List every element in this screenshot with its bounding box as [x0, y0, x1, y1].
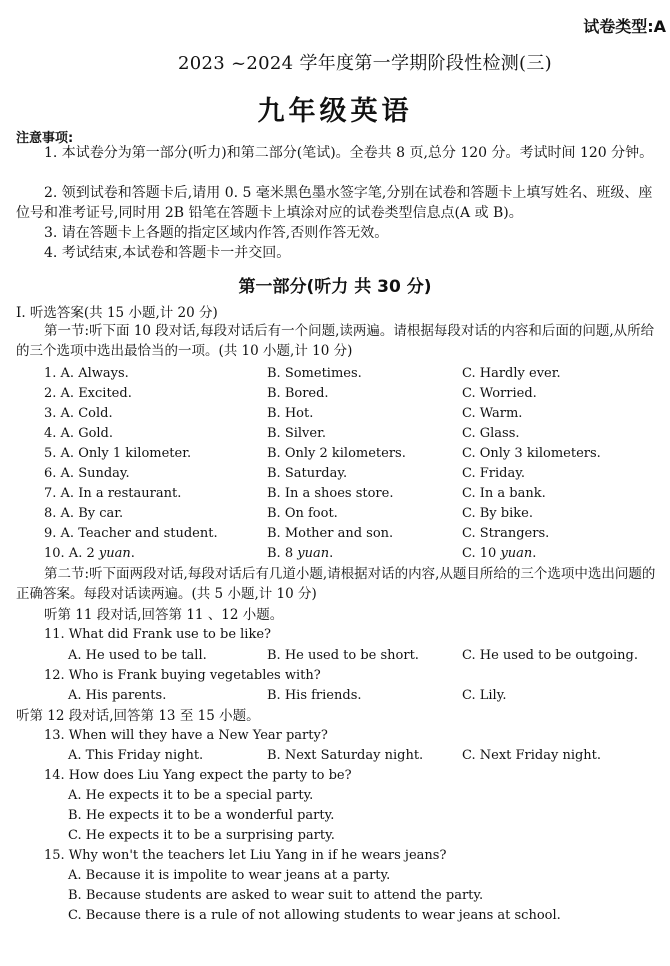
- option-c: C. Warm.: [462, 406, 523, 421]
- option-text: .: [532, 546, 537, 561]
- option-c: C. In a bank.: [462, 486, 546, 501]
- option-c: C. Only 3 kilometers.: [462, 446, 601, 461]
- section-heading: Ⅰ. 听选答案(共 15 小题,计 20 分): [16, 305, 218, 321]
- option-a: 3. A. Cold.: [44, 406, 113, 421]
- option-b: B. He used to be short.: [267, 648, 419, 663]
- section1-intro: 第一节:听下面 10 段对话,每段对话后有一个问题,读两遍。请根据每段对话的内容和后面的问题,从所给的三个选项中选出最恰当的一项。(共 10 小题,计 10 分): [16, 323, 655, 359]
- option-b: B. Mother and son.: [267, 526, 394, 541]
- option-text: 10. A. 2: [44, 546, 99, 561]
- notice-item: 4. 考试结束,本试卷和答题卡一并交回。: [44, 245, 291, 261]
- option-b: B. Because students are asked to wear suit to attend the party.: [68, 888, 484, 903]
- paper-type-label: 试卷类型:A: [583, 17, 666, 36]
- option-a: A. This Friday night.: [68, 748, 204, 763]
- option-a: 9. A. Teacher and student.: [44, 526, 218, 541]
- option-c: [462, 544, 536, 564]
- option-a: [44, 544, 135, 564]
- option-b: B. Bored.: [267, 386, 329, 401]
- option-b: B. He expects it to be a wonderful party.: [68, 808, 335, 823]
- option-c: C. Strangers.: [462, 526, 550, 541]
- section2-intro: 第二节:听下面两段对话,每段对话后有几道小题,请根据对话的内容,从题目所给的三个选项中选出问题的正确答案。每段对话读两遍。(共 5 小题,计 10 分): [16, 566, 656, 602]
- option-a: 4. A. Gold.: [44, 426, 114, 441]
- option-c: C. He used to be outgoing.: [462, 648, 638, 663]
- currency-unit: yuan: [98, 546, 131, 561]
- option-b: B. His friends.: [267, 688, 362, 703]
- notice-item: 2. 领到试卷和答题卡后,请用 0. 5 毫米黑色墨水签字笔,分别在试卷和答题卡上填写姓名、班级、座位号和准考证号,同时用 2B 铅笔在答题卡上填涂对应的试卷类型信息点(A 或 B)。: [16, 185, 653, 221]
- option-text: B. 8: [267, 546, 298, 561]
- option-a: 2. A. Excited.: [44, 386, 132, 401]
- currency-unit: yuan: [500, 546, 533, 561]
- option-c: C. Lily.: [462, 688, 507, 703]
- question-stem: 14. How does Liu Yang expect the party to be?: [44, 768, 352, 783]
- option-c: C. Glass.: [462, 426, 520, 441]
- dialogue-note: 听第 12 段对话,回答第 13 至 15 小题。: [16, 708, 260, 724]
- question-stem: 11. What did Frank use to be like?: [44, 627, 272, 642]
- question-stem: 15. Why won't the teachers let Liu Yang in if he wears jeans?: [44, 848, 447, 863]
- part-title: 第一部分(听力 共 30 分): [238, 277, 432, 297]
- option-b: B. Next Saturday night.: [267, 748, 424, 763]
- option-c: C. Worried.: [462, 386, 537, 401]
- term-title: 2023 ~2024 学年度第一学期阶段性检测(三): [178, 53, 552, 74]
- option-a: 1. A. Always.: [44, 366, 129, 381]
- option-a: 6. A. Sunday.: [44, 466, 130, 481]
- option-text: C. 10: [462, 546, 501, 561]
- option-b: [267, 544, 333, 564]
- option-a: 8. A. By car.: [44, 506, 124, 521]
- notice-heading: 注意事项:: [16, 131, 74, 146]
- option-a: A. He used to be tall.: [68, 648, 207, 663]
- option-c: C. Next Friday night.: [462, 748, 602, 763]
- option-text: .: [329, 546, 334, 561]
- option-c: C. By bike.: [462, 506, 533, 521]
- option-a: A. Because it is impolite to wear jeans at a party.: [68, 868, 391, 883]
- option-b: B. Sometimes.: [267, 366, 362, 381]
- option-b: B. Hot.: [267, 406, 314, 421]
- option-c: C. Hardly ever.: [462, 366, 561, 381]
- question-stem: 13. When will they have a New Year party?: [44, 728, 328, 743]
- option-b: B. Only 2 kilometers.: [267, 446, 406, 461]
- option-b: B. Saturday.: [267, 466, 348, 481]
- option-b: B. On foot.: [267, 506, 338, 521]
- option-a: A. He expects it to be a special party.: [68, 788, 314, 803]
- dialogue-note: 听第 11 段对话,回答第 11 、12 小题。: [44, 607, 284, 623]
- option-a: 5. A. Only 1 kilometer.: [44, 446, 192, 461]
- option-a: A. His parents.: [68, 688, 167, 703]
- option-c: C. Friday.: [462, 466, 525, 481]
- notice-item: 3. 请在答题卡上各题的指定区域内作答,否则作答无效。: [44, 225, 389, 241]
- option-c: C. Because there is a rule of not allowing students to wear jeans at school.: [68, 908, 561, 923]
- option-b: B. Silver.: [267, 426, 326, 441]
- option-a: 7. A. In a restaurant.: [44, 486, 182, 501]
- option-c: C. He expects it to be a surprising party.: [68, 828, 335, 843]
- option-b: B. In a shoes store.: [267, 486, 394, 501]
- grade-title: 九年级英语: [257, 96, 413, 127]
- notice-item: 1. 本试卷分为第一部分(听力)和第二部分(笔试)。全卷共 8 页,总分 120 分。考试时间 120 分钟。: [44, 145, 654, 161]
- option-text: .: [130, 546, 135, 561]
- currency-unit: yuan: [297, 546, 330, 561]
- question-stem: 12. Who is Frank buying vegetables with?: [44, 668, 321, 683]
